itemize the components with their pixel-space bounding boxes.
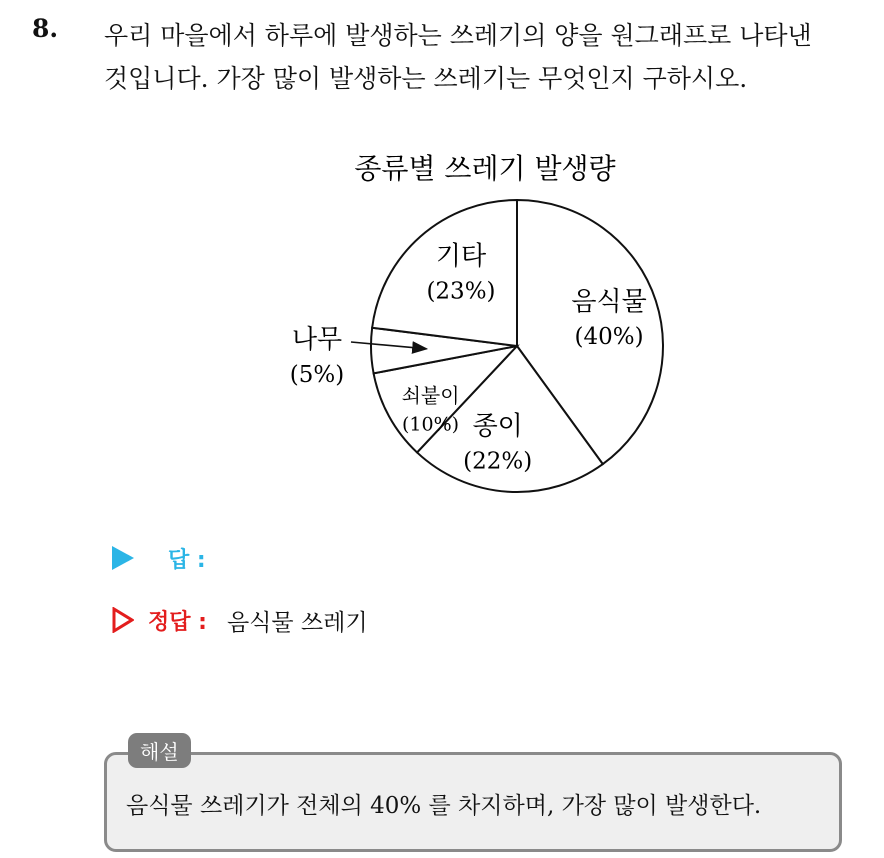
- question-text: [104, 14, 874, 100]
- pie-slice-name-3: 쇠붙이: [401, 383, 460, 408]
- play-icon: [112, 546, 134, 570]
- pie-chart-svg: [280, 140, 700, 500]
- pie-chart: [280, 140, 700, 500]
- answer-label: 답 :: [168, 547, 206, 573]
- correct-answer-row: [112, 602, 368, 638]
- pie-slice-percent-5: (23%): [426, 278, 496, 305]
- explanation-tag: 해설: [128, 733, 191, 768]
- pie-slice-name-2: 종이: [472, 411, 523, 442]
- play-outline-icon: [112, 607, 134, 633]
- pie-slice-percent-4: (5%): [289, 362, 345, 388]
- question-number: 8.: [32, 14, 59, 43]
- answer-row: [112, 540, 206, 576]
- correct-answer-label: 정답 :: [148, 609, 207, 635]
- pie-slice-percent-3: (10%): [402, 413, 460, 436]
- pie-slice-name-5: 기타: [435, 241, 487, 272]
- pie-slice-percent-1: (40%): [574, 324, 644, 351]
- question-line-1: 우리 마을에서 하루에 발생하는 쓰레기의 양을 원그래프로 나타낸: [104, 21, 812, 50]
- chart-title: 종류별 쓰레기 발생량: [354, 152, 616, 185]
- pie-slice-name-4: 나무: [291, 325, 343, 355]
- correct-answer-value: 음식물 쓰레기: [226, 609, 368, 636]
- pie-slice-name-1: 음식물: [571, 287, 647, 318]
- explanation-text: 음식물 쓰레기가 전체의 40% 를 차지하며, 가장 많이 발생한다.: [126, 793, 762, 819]
- pie-slice-5: [372, 200, 517, 346]
- pie-slice-percent-2: (22%): [463, 448, 533, 475]
- question-line-2: 것입니다. 가장 많이 발생하는 쓰레기는 무엇인지 구하시오.: [104, 64, 748, 93]
